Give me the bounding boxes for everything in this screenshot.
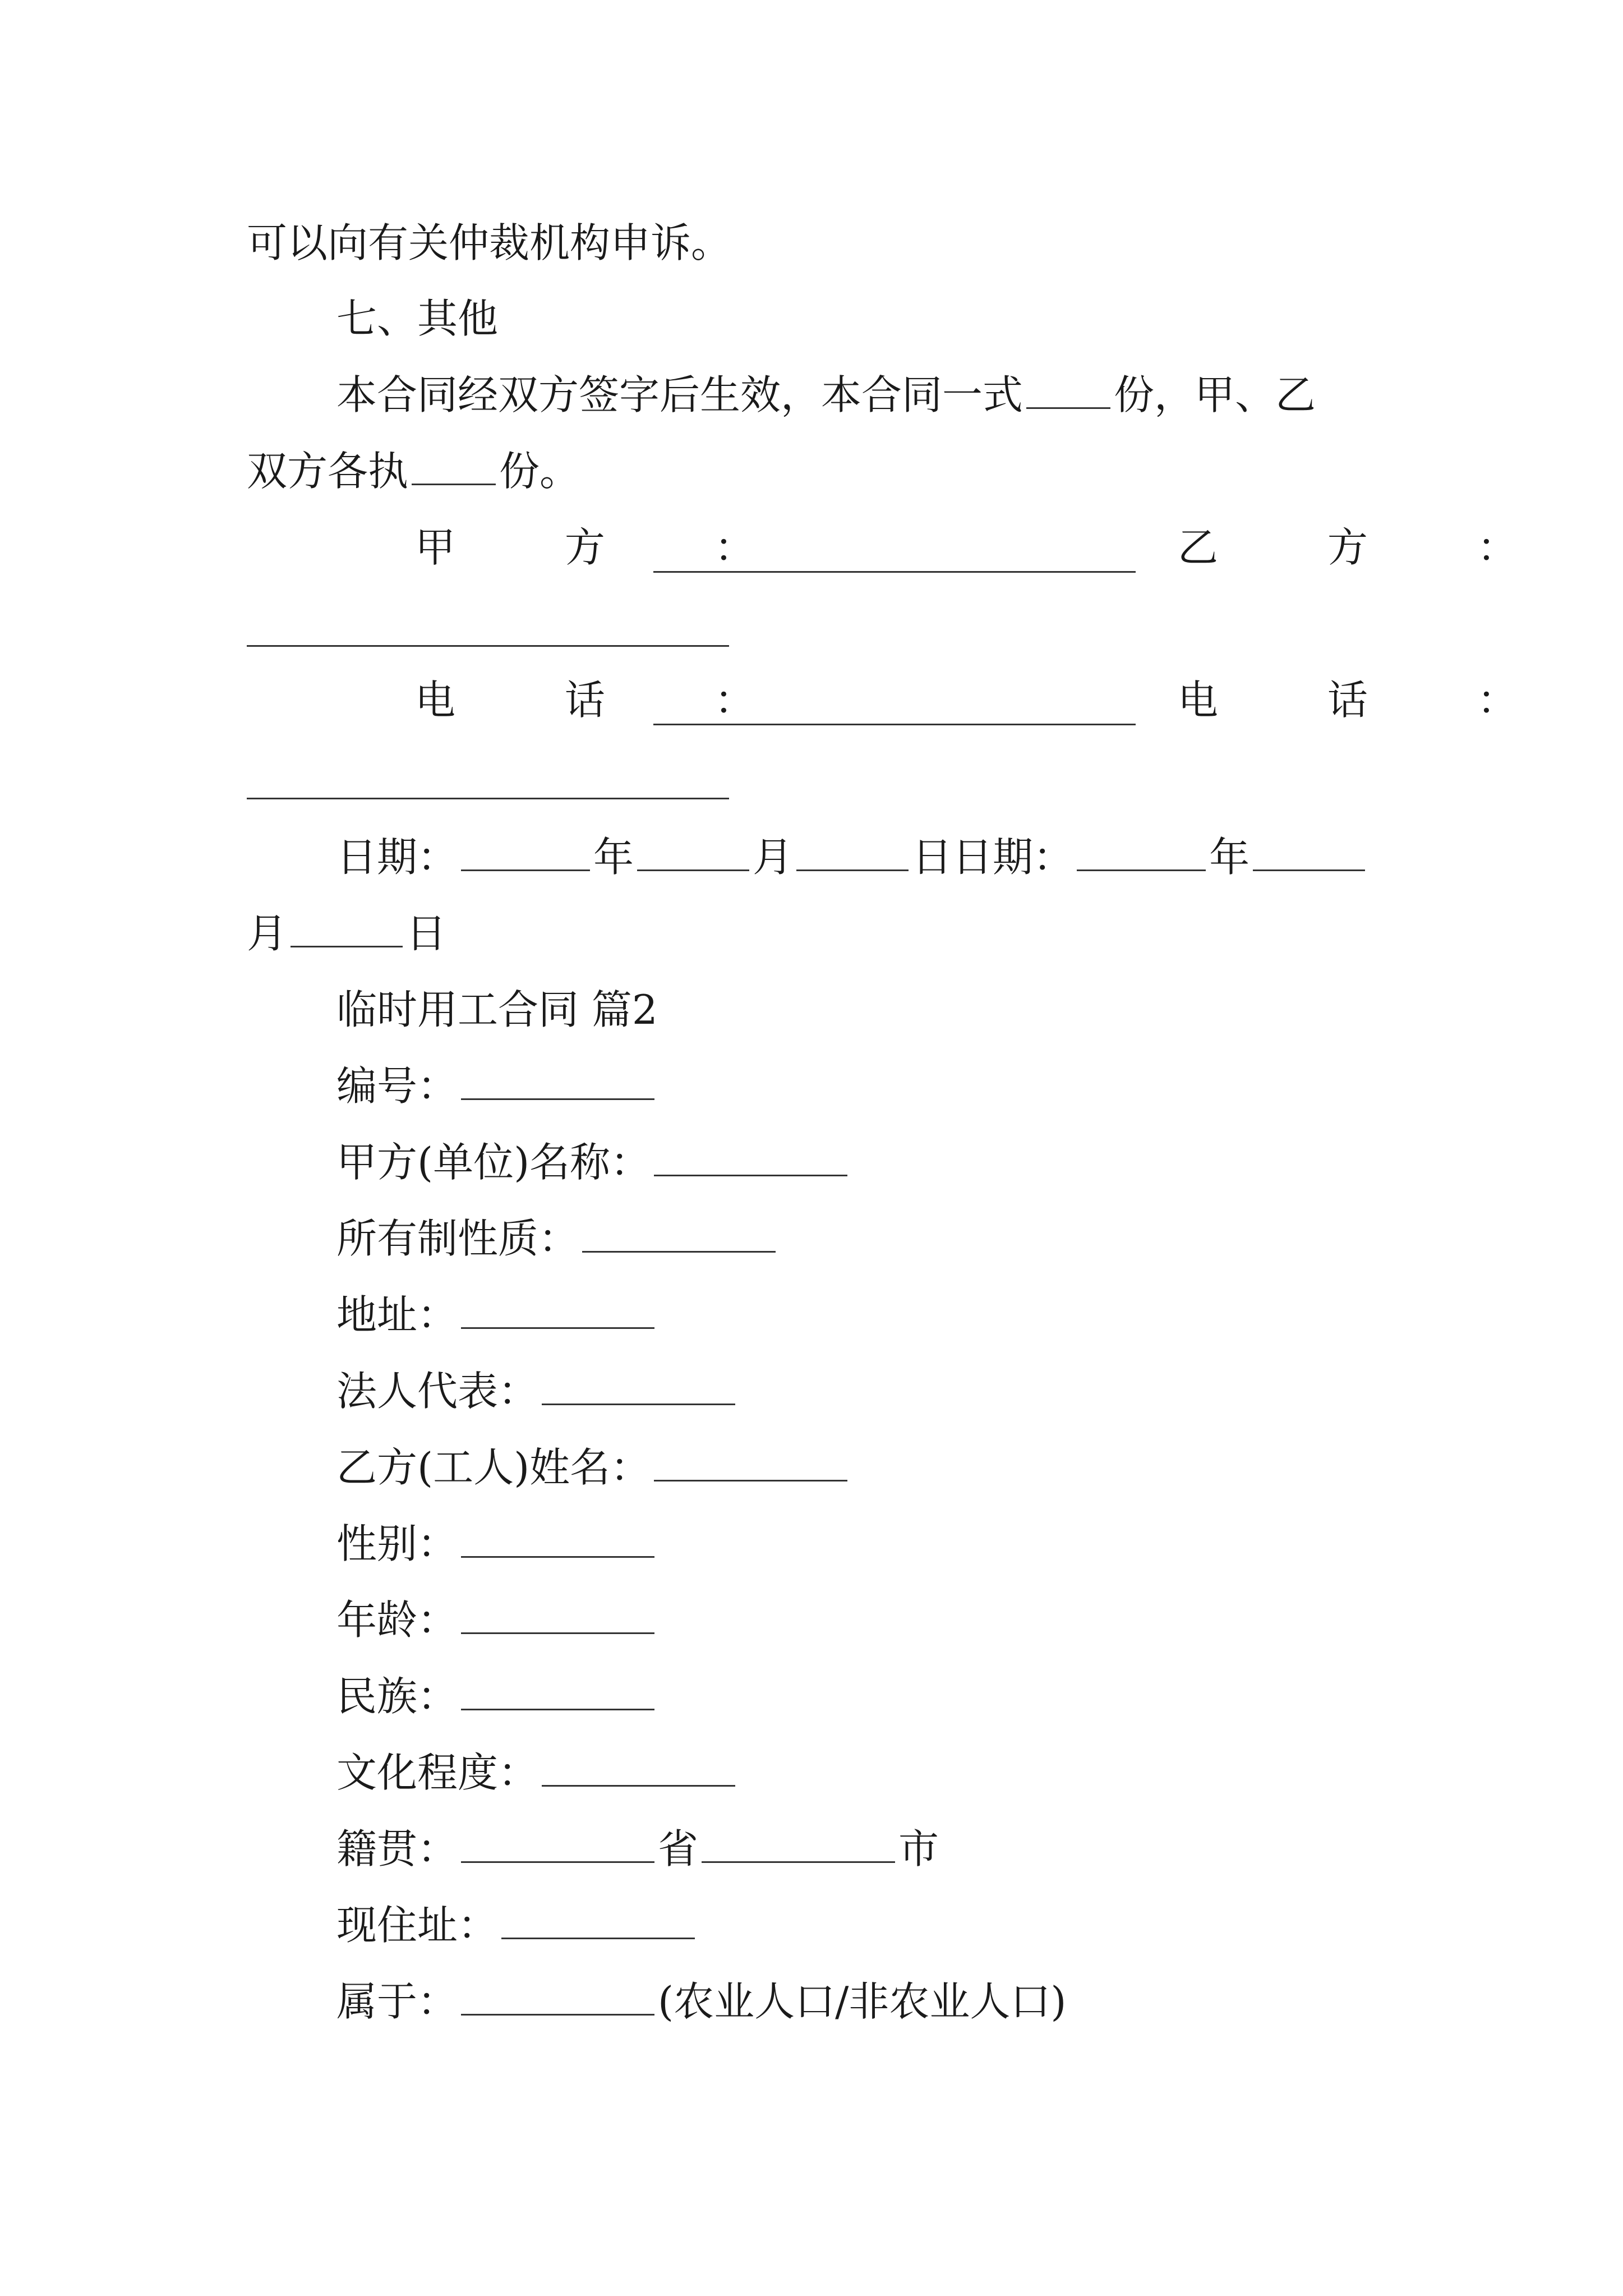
field-education-blank[interactable] <box>542 1751 735 1787</box>
paragraph-line-3 <box>336 357 1623 433</box>
field-ownership-blank[interactable] <box>582 1217 776 1253</box>
text-month: 月 <box>753 834 794 881</box>
paragraph-line-1 <box>247 205 1623 281</box>
text-party-a: 甲 方 ： <box>415 524 803 571</box>
field-label: 所有制性质： <box>336 1215 579 1262</box>
field-row <box>336 1811 1623 1887</box>
field-label: 现住址： <box>336 1902 499 1949</box>
field-label: 年龄： <box>336 1596 458 1644</box>
date-a-month-blank[interactable] <box>637 836 749 871</box>
field-row <box>336 1124 1623 1200</box>
field-label: 籍贯： <box>336 1825 458 1872</box>
text-phone-a: 电 话 ： <box>415 677 803 724</box>
field-row <box>336 1887 1623 1963</box>
field-row <box>336 1963 1623 2040</box>
date-line-continued <box>247 895 1623 972</box>
text-phone-b: 电 话 ： <box>1178 677 1566 724</box>
field-row <box>336 1048 1623 1124</box>
field-row <box>336 1353 1623 1429</box>
date-b-day-blank[interactable] <box>291 912 403 947</box>
field-number-blank[interactable] <box>461 1065 654 1100</box>
signature-party-b-label <box>1178 509 1623 586</box>
field-worker-name-blank[interactable] <box>654 1446 847 1481</box>
field-label: 地址： <box>336 1291 458 1338</box>
signature-phone-b-label <box>1178 662 1623 738</box>
field-row <box>336 1658 1623 1734</box>
field-label: 甲方(单位)名称： <box>336 1139 651 1186</box>
date-a-day-blank[interactable] <box>796 836 909 871</box>
field-row <box>336 1506 1623 1582</box>
field-label: 编号： <box>336 1062 458 1110</box>
party-a-signature-line[interactable] <box>653 571 1136 573</box>
field-row <box>336 1734 1623 1811</box>
text-date-label-a: 日期： <box>336 834 458 881</box>
text-copies-end: 份。 <box>499 448 580 495</box>
date-line <box>336 819 1623 895</box>
field-row <box>336 1582 1623 1658</box>
text-other-heading: 七、其他 <box>336 295 499 342</box>
field-current-address-blank[interactable] <box>501 1904 695 1939</box>
field-label: 民族： <box>336 1673 458 1720</box>
field-employer-name-blank[interactable] <box>654 1141 847 1176</box>
date-a-year-blank[interactable] <box>461 836 590 871</box>
field-legal-rep-blank[interactable] <box>542 1370 735 1405</box>
text-arbitration: 可以向有关仲裁机构申诉。 <box>247 219 732 266</box>
field-gender-blank[interactable] <box>461 1522 654 1558</box>
text-day-date-label: 日日期： <box>912 834 1074 881</box>
party-b-signature-line[interactable] <box>247 645 729 647</box>
field-age-blank[interactable] <box>461 1599 654 1634</box>
text-each-holds: 双方各执 <box>247 448 409 495</box>
field-row <box>336 1429 1623 1506</box>
field-ethnicity-blank[interactable] <box>461 1675 654 1710</box>
field-household-type-blank[interactable] <box>461 1980 654 2016</box>
field-address-blank[interactable] <box>461 1294 654 1329</box>
section-heading-other <box>336 280 1623 357</box>
paragraph-line-4 <box>247 433 1623 509</box>
date-b-month-blank[interactable] <box>1253 836 1365 871</box>
field-label: 乙方(工人)姓名： <box>336 1444 651 1491</box>
copies-total-blank[interactable] <box>1026 374 1110 409</box>
date-b-year-blank[interactable] <box>1077 836 1206 871</box>
field-label: 法人代表： <box>336 1368 539 1415</box>
field-label: 性别： <box>336 1520 458 1567</box>
field-suffix-city: 市 <box>898 1825 939 1872</box>
field-row <box>336 1277 1623 1353</box>
field-label: 文化程度： <box>336 1749 539 1796</box>
field-row <box>336 1200 1623 1277</box>
text-month-2: 月 <box>247 910 288 957</box>
text-contract-effective: 本合同经双方签字后生效，本合同一式 <box>336 371 1023 418</box>
text-section-title: 临时用工合同 篇2 <box>336 986 658 1033</box>
text-copies-parties: 份，甲、乙 <box>1114 371 1316 418</box>
field-province-blank[interactable] <box>461 1828 654 1863</box>
section-title <box>336 972 1623 1048</box>
text-day-2: 日 <box>406 910 447 957</box>
text-party-b: 乙 方 ： <box>1178 524 1566 571</box>
phone-b-line[interactable] <box>247 798 729 799</box>
field-city-blank[interactable] <box>702 1828 895 1863</box>
field-label: 属于： <box>336 1978 458 2025</box>
text-year-2: 年 <box>1209 834 1250 881</box>
phone-a-line[interactable] <box>653 724 1136 725</box>
copies-each-blank[interactable] <box>412 450 496 485</box>
text-year: 年 <box>593 834 634 881</box>
field-suffix-province: 省 <box>658 1825 699 1872</box>
field-suffix-household: (农业人口/非农业人口) <box>658 1978 1067 2025</box>
